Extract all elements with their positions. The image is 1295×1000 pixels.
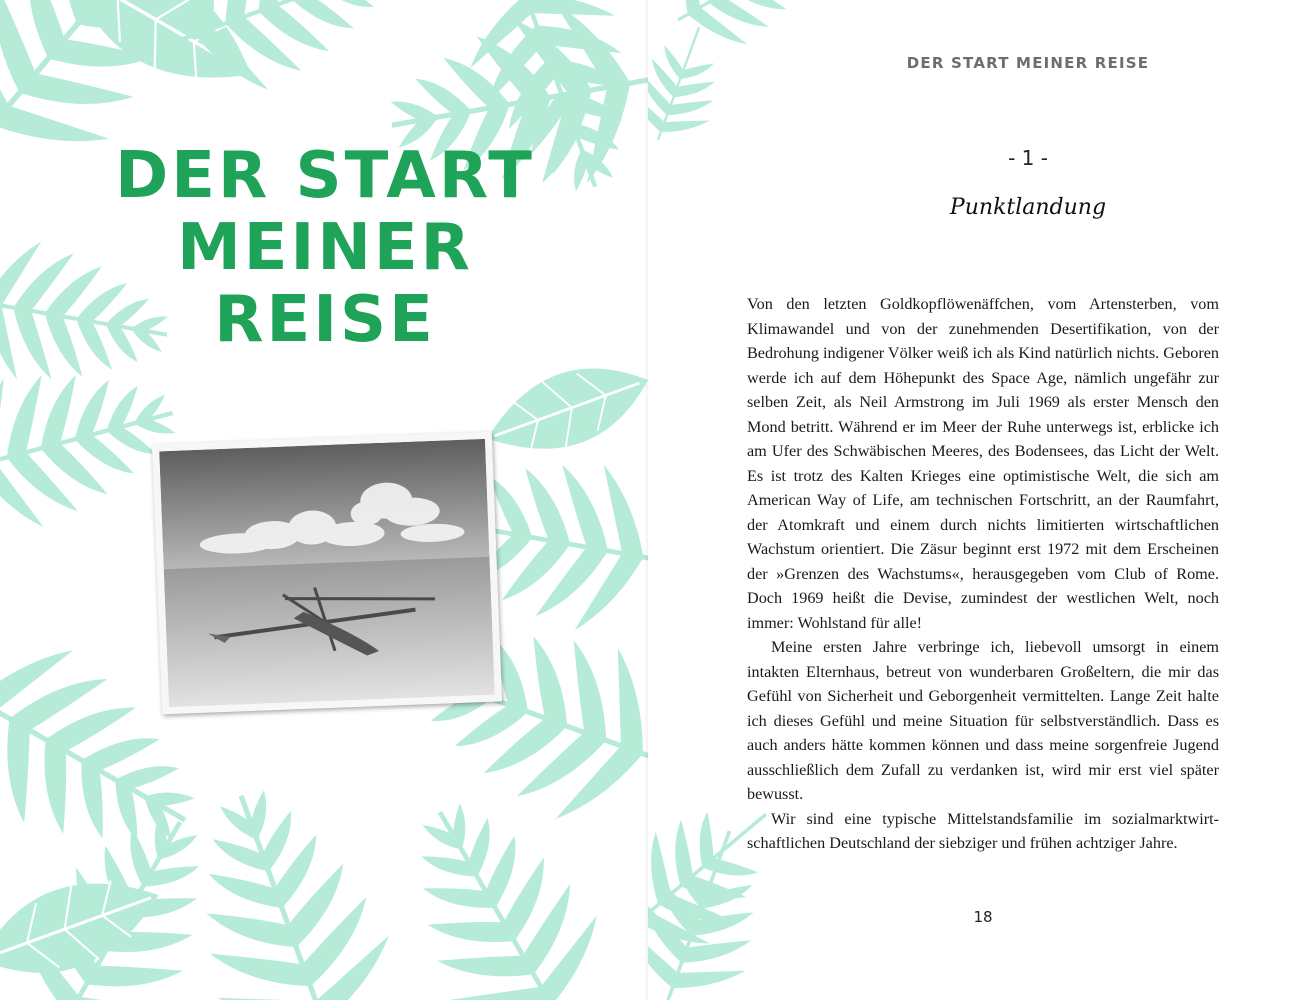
section-title: Punktlandung — [949, 195, 1107, 220]
chapter-title-line-1: DER START — [115, 139, 535, 213]
outrigger-canoe-photo — [152, 432, 502, 715]
chapter-title-line-3: REISE — [214, 283, 436, 357]
chapter-title — [90, 140, 560, 356]
right-page — [648, 0, 1295, 1000]
chapter-title-line-2: MEINER — [177, 211, 473, 285]
paragraph: Wir sind eine typische Mittelstandsfamilie im sozialmarktwirtschaftlichen Deutschland der siebziger und frühen achtziger Jahre. — [747, 809, 1219, 852]
paragraph: Von den letzten Goldkopflöwenäffchen, vom Artensterben, vom Klimawandel und von der zunehmenden Desertifikation, von der Bedrohung indigener Völker weiß ich als Kind natürlich nichts. Geboren werde ich auf dem Höhepunkt des Space Age, nämlich ungefähr zur selben Zeit, als Neil Armstrong im Juli 1969 als erster Mensch den Mond betritt. Während er im Meer der Ruhe unterwegs ist, erblicke ich am Ufer des Schwäbischen Meeres, des Bodensees, das Licht der Welt. Es ist trotz des Kalten Krieges eine optimistische Welt, die sich am American Way of Life, am technischen Fortschritt, an der Raumfahrt, der Atomkraft und einem durch nichts limitierten wirtschaftlichen Wachstum orientiert. Die Zäsur beginnt erst 1972 mit dem Erscheinen der »Grenzen des Wachstums«, herausgegeben vom Club of Rome. Doch 1969 heißt die Devise, zumindest der westlichen Welt, noch immer: Wohlstand für alle! — [747, 295, 1219, 632]
chapter-number: - 1 - — [1008, 146, 1048, 170]
page-number: 18 — [973, 908, 993, 926]
paragraph: Meine ersten Jahre verbringe ich, liebevoll umsorgt in einem intakten Elternhaus, betreut von wunderbaren Großeltern, die mir das Gefühl von Sicherheit und Geborgenheit vermittelten. Lange Zeit halte ich dieses Gefühl und meine Situation für selbstverständlich. Dass es auch anders hätte kommen können und dass meine sorgenfreie Jugend ausschließlich dem Zufall zu verdanken ist, wird mir erst viel später bewusst. — [747, 638, 1219, 803]
photo-image — [159, 439, 495, 707]
body-text — [747, 292, 1219, 856]
running-head: DER START MEINER REISE — [906, 54, 1150, 72]
